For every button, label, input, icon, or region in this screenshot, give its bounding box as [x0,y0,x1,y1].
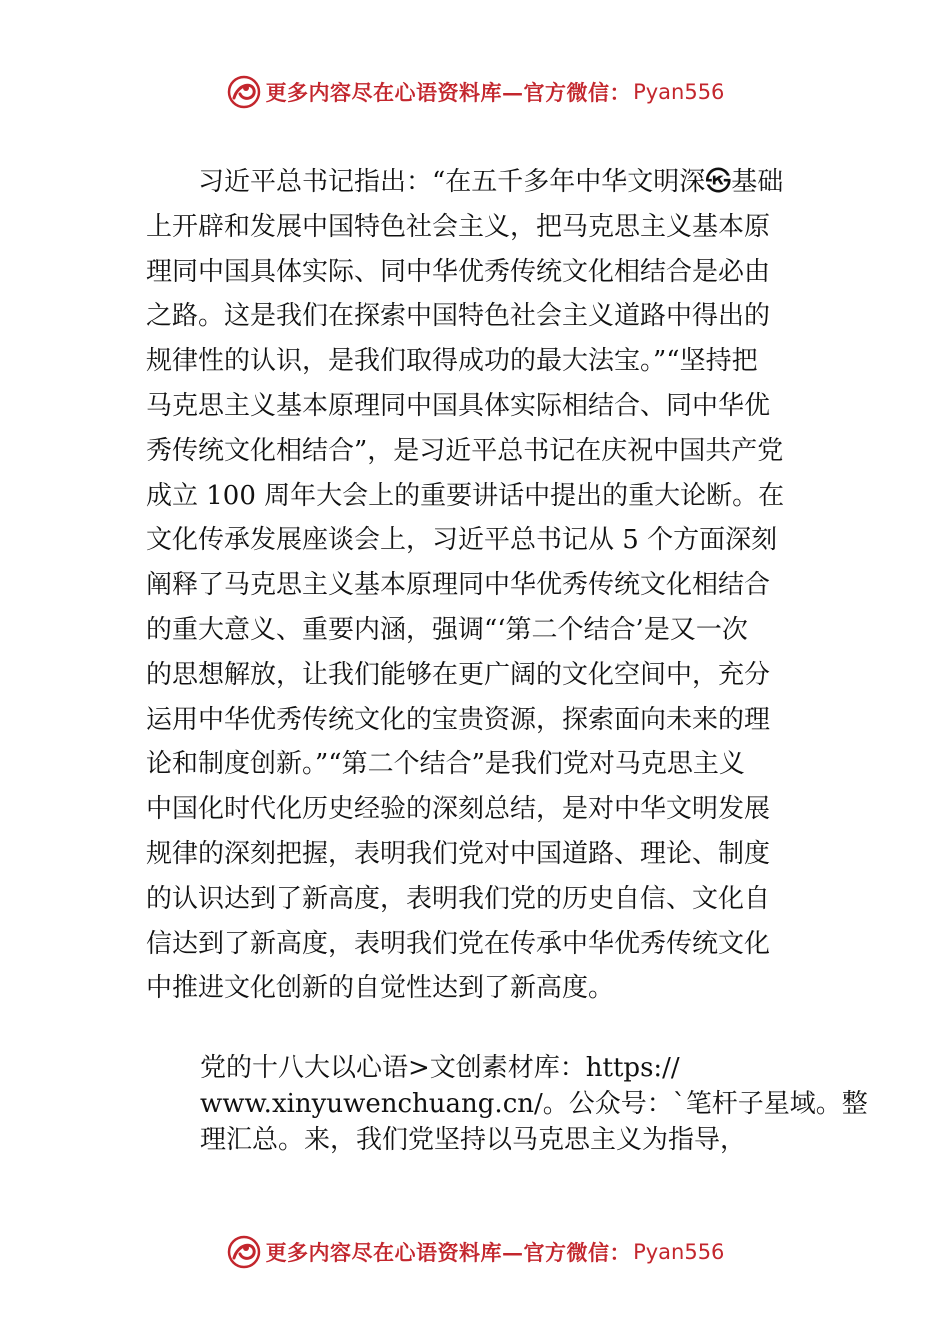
paragraph-line: 信达到了新高度，表明我们党在传承中华优秀传统文化 [146,928,771,959]
paragraph-line: 的认识达到了新高度，表明我们党的历史自信、文化自 [146,883,771,914]
paragraph-line: 理同中国具体实际、同中华优秀传统文化相结合是必由 [146,256,771,287]
paragraph-line: 习近平总书记指出：“在五千多年中华文明深㉿基础 [146,167,784,197]
paragraph-line: 规律性的认识，是我们取得成功的最大法宝。”“坚持把 [146,346,758,377]
note-line: 理汇总。来，我们党坚持以马克思主义为指导， [200,1125,747,1155]
paragraph-line: 规律的深刻把握，表明我们党对中国道路、理论、制度 [146,838,771,869]
header-banner [0,72,950,112]
paragraph-line: 阐释了马克思主义基本原理同中华优秀传统文化相结合 [146,570,771,601]
note-line: 党的十八大以心语>文创素材库：https:// [200,1053,680,1083]
footer-banner-wechat-id: Pyan556 [633,1240,725,1264]
note-line: www.xinyuwenchuang.cn/。公众号：`笔杆子星域。整 [200,1089,868,1119]
paragraph-line: 马克思主义基本原理同中国具体实际相结合、同中华优 [146,390,771,421]
paragraph-line: 的重大意义、重要内涵，强调“‘第二个结合’是又一次 [146,614,748,645]
paragraph-line: 论和制度创新。”“第二个结合”是我们党对马克思主义 [146,749,745,780]
main-paragraph [146,160,811,1011]
header-banner-text: 更多内容尽在心语资料库—官方微信： [265,80,632,105]
source-note [200,1050,868,1158]
header-banner-wechat-id: Pyan556 [633,80,725,104]
swirl-logo-icon [226,74,262,110]
paragraph-line: 秀传统文化相结合”，是习近平总书记在庆祝中国共产党 [146,435,784,466]
swirl-logo-icon [226,1234,262,1270]
paragraph-line: 上开辟和发展中国特色社会主义，把马克思主义基本原 [146,211,771,242]
paragraph-line: 的思想解放，让我们能够在更广阔的文化空间中，充分 [146,659,771,690]
paragraph-line: 运用中华优秀传统文化的宝贵资源，探索面向未来的理 [146,704,771,735]
footer-banner-text: 更多内容尽在心语资料库—官方微信： [265,1240,632,1265]
paragraph-line: 之路。这是我们在探索中国特色社会主义道路中得出的 [146,301,771,332]
paragraph-line: 中推进文化创新的自觉性达到了新高度。 [146,973,615,1004]
paragraph-line: 文化传承发展座谈会上，习近平总书记从 5 个方面深刻 [146,525,778,556]
footer-banner [0,1232,950,1272]
paragraph-line: 中国化时代化历史经验的深刻总结，是对中华文明发展 [146,794,771,825]
paragraph-line: 成立 100 周年大会上的重要讲话中提出的重大论断。在 [146,480,785,511]
